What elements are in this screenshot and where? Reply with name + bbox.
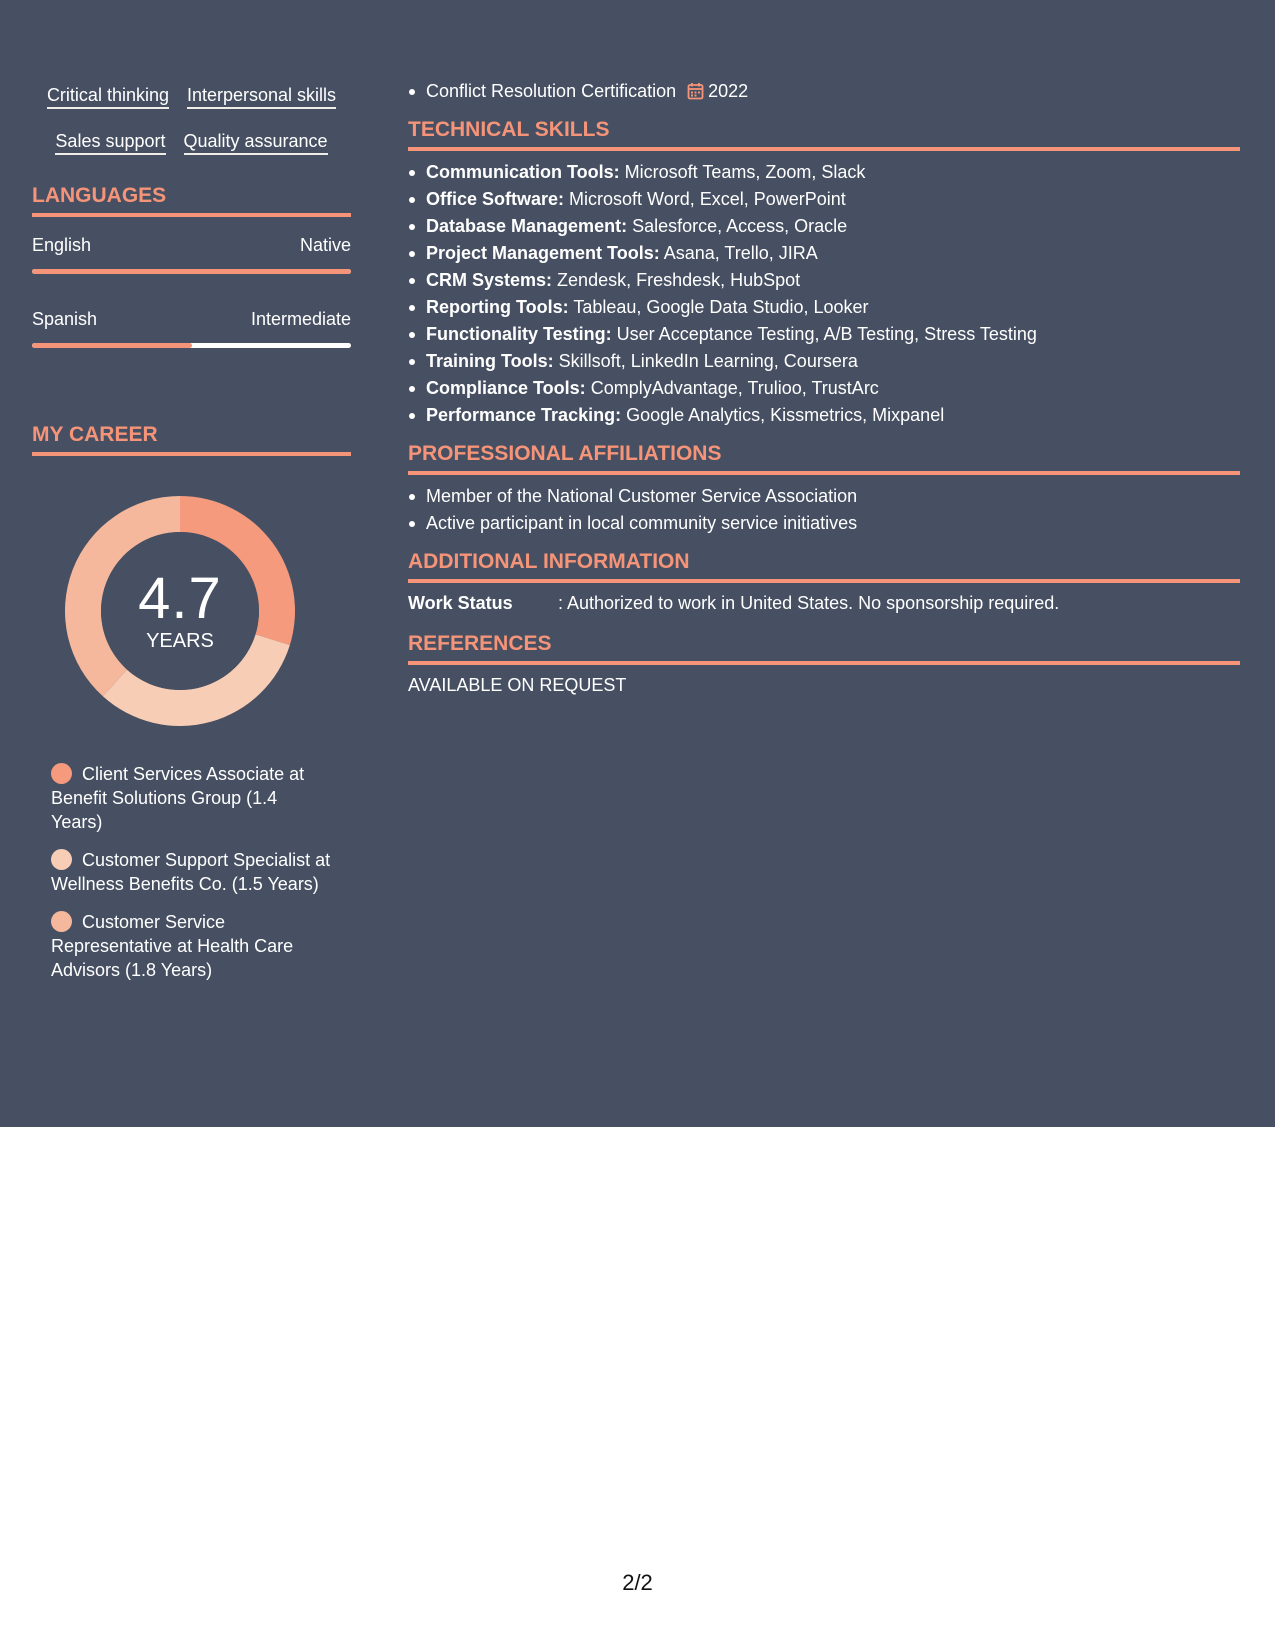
- technical-skills-list: [408, 159, 1240, 429]
- work-status-label: Work Status: [408, 593, 513, 613]
- career-legend-text: Customer Service Representative at Health Care Advisors (1.8 Years): [51, 912, 294, 980]
- skill-tag: Interpersonal skills: [187, 84, 336, 109]
- language-proficiency-fill: [32, 343, 192, 348]
- skill-category: Communication Tools:: [426, 162, 620, 182]
- skill-category: Project Management Tools:: [426, 243, 660, 263]
- skill-category: CRM Systems:: [426, 270, 553, 290]
- career-legend-item: [51, 762, 331, 834]
- language-proficiency-fill: [32, 269, 351, 274]
- languages-heading: LANGUAGES: [32, 181, 351, 217]
- skill-values: Salesforce, Access, Oracle: [627, 216, 848, 236]
- skill-tag: Quality assurance: [184, 130, 328, 155]
- legend-dot-icon: [51, 911, 72, 932]
- technical-skill-item: [408, 267, 1240, 294]
- skill-values: Tableau, Google Data Studio, Looker: [568, 297, 869, 317]
- language-name: Spanish: [32, 309, 98, 329]
- skill-category: Performance Tracking:: [426, 405, 622, 425]
- skill-values: Zendesk, Freshdesk, HubSpot: [552, 270, 801, 290]
- skill-tag: Critical thinking: [47, 84, 169, 109]
- skill-values: User Acceptance Testing, A/B Testing, Stress Testing: [611, 324, 1037, 344]
- technical-skill-item: [408, 213, 1240, 240]
- career-legend-item: [51, 848, 331, 896]
- career-donut-chart: [65, 496, 295, 726]
- language-level: Intermediate: [250, 309, 351, 329]
- skill-category: Database Management:: [426, 216, 628, 236]
- language-name: English: [32, 235, 92, 255]
- language-level: Native: [299, 235, 351, 255]
- technical-skill-item: [408, 402, 1240, 429]
- affiliations-list: [408, 483, 1240, 537]
- skill-values: Microsoft Teams, Zoom, Slack: [619, 162, 866, 182]
- sidebar: [32, 84, 351, 996]
- skill-values: Skillsoft, LinkedIn Learning, Coursera: [553, 351, 858, 371]
- language-proficiency-bar: [32, 343, 351, 348]
- technical-skill-item: [408, 348, 1240, 375]
- language-item: [32, 233, 351, 274]
- references-heading: REFERENCES: [408, 629, 1240, 665]
- language-item: [32, 307, 351, 348]
- certification-item: [408, 78, 1240, 105]
- legend-dot-icon: [51, 849, 72, 870]
- affiliations-heading: PROFESSIONAL AFFILIATIONS: [408, 439, 1240, 475]
- career-legend: [51, 762, 331, 982]
- technical-skill-item: [408, 159, 1240, 186]
- skill-values: Google Analytics, Kissmetrics, Mixpanel: [621, 405, 945, 425]
- language-proficiency-bar: [32, 269, 351, 274]
- career-legend-text: Client Services Associate at Benefit Solutions Group (1.4 Years): [51, 764, 305, 832]
- page-number: 2/2: [622, 1570, 653, 1595]
- technical-skill-item: [408, 186, 1240, 213]
- skill-values: ComplyAdvantage, Trulioo, TrustArc: [585, 378, 879, 398]
- career-heading: MY CAREER: [32, 420, 351, 456]
- calendar-icon: [687, 82, 704, 100]
- career-legend-text: Customer Support Specialist at Wellness Benefits Co. (1.5 Years): [51, 850, 331, 894]
- career-total-unit: YEARS: [146, 630, 214, 652]
- certifications-list: [408, 78, 1240, 105]
- technical-skills-heading: TECHNICAL SKILLS: [408, 115, 1240, 151]
- certification-year: 2022: [708, 81, 749, 101]
- skill-category: Office Software:: [426, 189, 565, 209]
- skill-category: Training Tools:: [426, 351, 554, 371]
- main-column: [408, 78, 1240, 697]
- work-status-row: [408, 591, 1240, 615]
- skill-values: Microsoft Word, Excel, PowerPoint: [564, 189, 846, 209]
- references-text: AVAILABLE ON REQUEST: [408, 675, 627, 695]
- career-donut-center: [65, 496, 295, 726]
- legend-dot-icon: [51, 763, 72, 784]
- skill-tag-row: [32, 84, 351, 109]
- technical-skill-item: [408, 294, 1240, 321]
- technical-skill-item: [408, 321, 1240, 348]
- technical-skill-item: [408, 240, 1240, 267]
- career-total-years: 4.7: [138, 566, 222, 631]
- skill-category: Reporting Tools:: [426, 297, 569, 317]
- additional-info-heading: ADDITIONAL INFORMATION: [408, 547, 1240, 583]
- affiliation-item: Active participant in local community service initiatives: [408, 510, 1240, 537]
- skill-values: Asana, Trello, JIRA: [659, 243, 818, 263]
- certification-name: Conflict Resolution Certification: [426, 81, 677, 101]
- skill-category: Functionality Testing:: [426, 324, 612, 344]
- technical-skill-item: [408, 375, 1240, 402]
- skill-tag: Sales support: [55, 130, 165, 155]
- skill-tag-row: [32, 130, 351, 155]
- work-status-value: : Authorized to work in United States. No sponsorship required.: [558, 593, 1060, 613]
- career-legend-item: [51, 910, 331, 982]
- skill-category: Compliance Tools:: [426, 378, 586, 398]
- affiliation-item: Member of the National Customer Service Association: [408, 483, 1240, 510]
